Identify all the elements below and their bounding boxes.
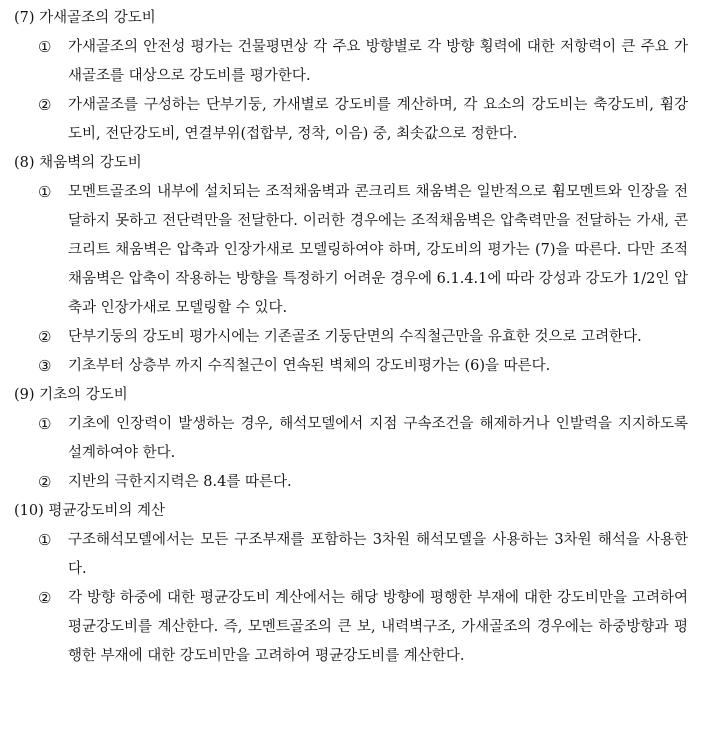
item-number: ② [38,473,52,491]
item-number: ① [38,38,52,56]
item-number: ① [38,183,52,201]
item-text: 단부기둥의 강도비 평가시에는 기존골조 기둥단면의 수직철근만을 유효한 것으로 고려한다. [68,329,642,345]
section-title: (8) 채움벽의 강도비 [14,155,142,171]
list-item [38,33,688,91]
list-item [38,584,688,671]
item-text: 기초부터 상층부 까지 수직철근이 연속된 벽체의 강도비평가는 (6)을 따른다. [68,358,551,374]
item-text: 구조해석모델에서는 모든 구조부재를 포함하는 3차원 해석모델을 사용하는 3차원 해석을 사용한다. [68,532,688,577]
section-infill-wall-strength-ratio [0,149,712,381]
list-item [38,526,688,584]
item-number: ① [38,415,52,433]
item-number: ② [38,589,52,607]
list-item [38,178,688,323]
item-text: 가새골조의 안전성 평가는 건물평면상 각 주요 방향별로 각 방향 횡력에 대한 저항력이 큰 주요 가새골조를 대상으로 강도비를 평가한다. [68,39,688,84]
section-average-strength-ratio [0,497,712,671]
list-item [38,323,688,352]
item-number: ① [38,531,52,549]
section-title: (10) 평균강도비의 계산 [14,503,166,519]
document-body [0,4,712,671]
list-item [38,468,688,497]
item-number: ② [38,96,52,114]
item-text: 모멘트골조의 내부에 설치되는 조적채움벽과 콘크리트 채움벽은 일반적으로 휨모멘트와 인장을 전달하지 못하고 전단력만을 전달한다. 이러한 경우에는 조적채움벽은 압축력만을 전달하는 가새, 콘크리트 채움벽은 압축과 인장가새로 모델링하여야 하며, 강도비의 평가는 (7)을 따른다. 다만 조적채움벽은 압축이 작용하는 방향을 특정하기 어려운 경우에 6.1.4.1에 따라 강성과 강도가 1/2인 압축과 인장가새로 모델링할 수 있다. [68,184,688,316]
list-item [38,410,688,468]
section-title: (9) 기초의 강도비 [14,387,128,403]
item-text: 지반의 극한지지력은 8.4를 따른다. [68,474,292,490]
section-foundation-strength-ratio [0,381,712,497]
list-item [38,352,688,381]
item-text: 가새골조를 구성하는 단부기둥, 가새별로 강도비를 계산하며, 각 요소의 강도비는 축강도비, 휨강도비, 전단강도비, 연결부위(접합부, 정착, 이음) 중, 최솟값으로 정한다. [68,97,688,142]
item-text: 기초에 인장력이 발생하는 경우, 해석모델에서 지점 구속조건을 해제하거나 인발력을 지지하도록 설계하여야 한다. [68,416,688,461]
item-number: ② [38,328,52,346]
item-number: ③ [38,357,52,375]
section-title: (7) 가새골조의 강도비 [14,10,156,26]
list-item [38,91,688,149]
item-text: 각 방향 하중에 대한 평균강도비 계산에서는 해당 방향에 평행한 부재에 대한 강도비만을 고려하여 평균강도비를 계산한다. 즉, 모멘트골조의 큰 보, 내력벽구조, 가새골조의 경우에는 하중방향과 평행한 부재에 대한 강도비만을 고려하여 평균강도비를 계산한다. [68,590,688,664]
section-braced-frame-strength-ratio [0,4,712,149]
